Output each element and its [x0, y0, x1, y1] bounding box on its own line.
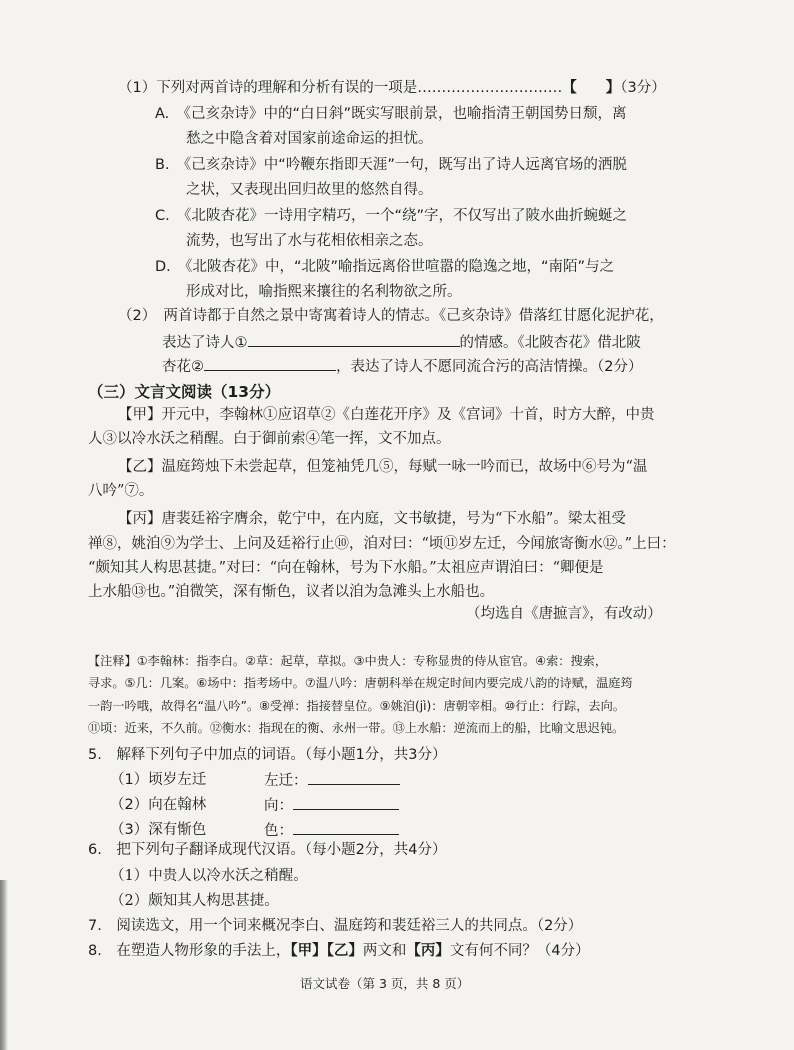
q8-stem-part5: 文有何不同？（4分）	[449, 943, 590, 959]
q5-item-3-blank[interactable]	[293, 820, 399, 835]
q1-option-d-line2: 形成对比，喻指熙来攘往的名利物欲之所。	[186, 284, 462, 300]
q5-stem: 5. 解释下列句子中加点的词语。（每小题1分，共3分）	[88, 747, 447, 763]
q8-stem	[88, 941, 590, 961]
q6-item-2: （2）颇知其人构思甚捷。	[110, 893, 279, 909]
q1-answer-bracket: 【 】	[562, 80, 621, 96]
passage-bing-line4: 上水船⑬也。”洎微笑，深有惭色，议者以洎为急滩头上水船也。	[88, 584, 495, 600]
q1-score: （3分）	[620, 80, 666, 96]
q1-option-a-line1: A. 《己亥杂诗》中的“白日斜”既实写眼前景，也喻指清王朝国势日颓，离	[155, 106, 627, 122]
passage-jia-line2: 人③以冷水沃之稍醒。白于御前索④笔一挥，文不加点。	[88, 431, 451, 447]
q2-line3	[162, 356, 642, 377]
q6-item-1: （1）中贵人以冷水沃之稍醒。	[110, 868, 308, 884]
q5-item-2-word: 向：	[264, 798, 293, 814]
q5-item-1-blank[interactable]	[308, 770, 400, 785]
scan-edge-shadow	[0, 880, 8, 1050]
q1-stem-line	[118, 78, 666, 98]
q8-stem-part1: 8. 在塑造人物形象的手法上，	[88, 943, 291, 959]
q5-item-1-answer	[264, 770, 400, 791]
q1-stem: （1）下列对两首诗的理解和分析有误的一项是	[118, 80, 418, 96]
passage-jia-line1: 【甲】开元中，李翰林①应诏草②《白莲花开序》及《宫词》十首，时方大醉，中贵	[118, 407, 655, 423]
q1-option-a-line2: 愁之中隐含着对国家前途命运的担忧。	[186, 131, 433, 147]
section-3-title: （三）文言文阅读（13分）	[88, 383, 281, 401]
q8-stem-part2: 【甲】【乙】	[290, 943, 363, 959]
q2-answer-blank-2[interactable]	[204, 356, 336, 371]
q5-item-3	[110, 820, 206, 840]
q6-stem: 6. 把下列句子翻译成现代汉语。（每小题2分，共4分）	[88, 842, 447, 858]
q2-answer-blank-1[interactable]	[248, 332, 460, 347]
page-footer: 语文试卷（第 3 页，共 8 页）	[300, 976, 470, 991]
passage-bing-line3: “颇知其人构思甚捷。”对曰：“向在翰林，号为下水船。”太祖应声谓洎曰：“卿便是	[88, 560, 604, 576]
q1-option-b-line1: B. 《己亥杂诗》中“吟鞭东指即天涯”一句，既写出了诗人远离官场的洒脱	[155, 157, 627, 173]
q8-stem-part3: 两文和	[362, 943, 407, 959]
passage-yi-line1: 【乙】温庭筠烛下未尝起草，但笼袖凭几⑤，每赋一咏一吟而已，故场中⑥号为“温	[118, 459, 648, 475]
q5-item-3-word: 色：	[264, 823, 293, 839]
q1-option-b-line2: 之状，又表现出回归故里的悠然自得。	[186, 182, 433, 198]
q1-option-d-line1: D. 《北陂杏花》中，“北陂”喻指远离俗世喧嚣的隐逸之地，“南陌”与之	[155, 259, 615, 275]
q2-line3-suffix: ，表达了诗人不愿同流合污的高洁情操。（2分）	[336, 359, 643, 375]
q5-item-2-blank[interactable]	[293, 795, 399, 810]
q2-line2	[162, 332, 641, 353]
q7-stem: 7. 阅读选文，用一个词来概况李白、温庭筠和裴廷裕三人的共同点。（2分）	[88, 918, 583, 934]
q5-item-2-sentence: （2）向在翰林	[110, 797, 207, 813]
notes-line3: 一韵一吟哦，故得名“温八吟”。⑧受禅：指接替皇位。⑨姚洎(jì)：唐朝宰相。⑩行止：行踪，去向。	[88, 699, 625, 713]
passage-yi-line2: 八吟”⑦。	[88, 483, 154, 499]
q2-line3-prefix: 杏花②	[162, 359, 204, 375]
notes-line1: 【注释】①李翰林：指李白。②草：起草，草拟。③中贵人：专称显贵的侍从宦官。④索：搜索，	[88, 654, 608, 668]
q2-line2-suffix: 的情感。《北陂杏花》借北陂	[459, 335, 641, 351]
q5-item-2-answer	[264, 795, 399, 816]
q2-line2-prefix: 表达了诗人①	[162, 335, 248, 351]
passage-bing-line1: 【丙】唐裴廷裕字膺余，乾宁中，在内庭，文书敏捷，号为“下水船”。梁太祖受	[118, 511, 626, 527]
q5-item-3-answer	[264, 820, 399, 841]
q8-stem-part4: 【丙】	[406, 943, 450, 959]
q5-item-1-word: 左迁：	[264, 773, 308, 789]
q1-option-c-line2: 流势，也写出了水与花相依相亲之态。	[186, 233, 433, 249]
q5-item-2	[110, 795, 206, 815]
q5-item-1	[110, 770, 206, 790]
q2-line1: （2） 两首诗都于自然之景中寄寓着诗人的情志。《己亥杂诗》借落红甘愿化泥护花，	[118, 308, 664, 324]
notes-line2: 寻求。⑤几：几案。⑥场中：指考场中。⑦温八吟：唐朝科举在规定时间内要完成八韵的诗赋，温庭筠	[88, 676, 633, 690]
q1-option-c-line1: C. 《北陂杏花》一诗用字精巧，一个“绕”字，不仅写出了陂水曲折蜿蜒之	[155, 208, 628, 224]
q1-dots: …………………………	[417, 80, 563, 96]
q5-item-1-sentence: （1）顷岁左迁	[110, 772, 207, 788]
passage-source: （均选自《唐摭言》，有改动）	[466, 606, 662, 622]
q5-item-3-sentence: （3）深有惭色	[110, 822, 207, 838]
notes-line4: ⑪顷：近来，不久前。⑫衡水：指现在的衡、永州一带。⑬上水船：逆流而上的船，比喻文思迟钝。	[88, 721, 625, 735]
passage-bing-line2: 禅⑧，姚洎⑨为学士、上问及廷裕行止⑩，洎对曰：“顷⑪岁左迁，今闻旅寄衡水⑫。”上曰：	[88, 536, 676, 552]
